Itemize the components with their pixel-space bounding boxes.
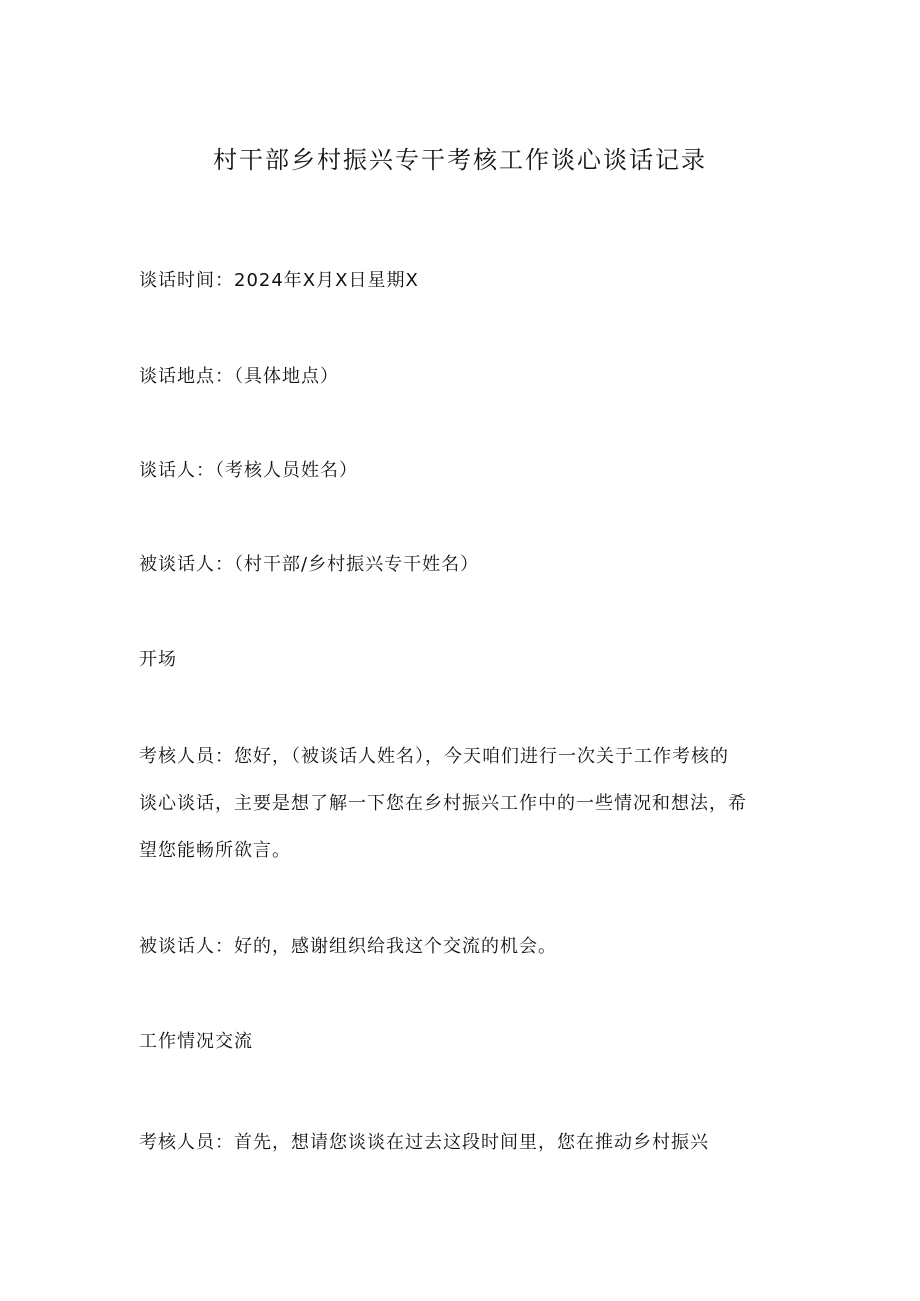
section-heading-work: 工作情况交流 [139,1031,253,1052]
meta-time: 谈话时间：2024年X月X日星期X [139,270,419,291]
section-heading-opening: 开场 [139,649,177,670]
question-line: 考核人员：首先，想请您谈谈在过去这段时间里，您在推动乡村振兴 [139,1132,709,1153]
paragraph-line: 考核人员：您好，（被谈话人姓名），今天咱们进行一次关于工作考核的 [139,746,729,767]
document-title: 村干部乡村振兴专干考核工作谈心谈话记录 [213,146,707,174]
paragraph-line: 谈心谈话，主要是想了解一下您在乡村振兴工作中的一些情况和想法，希 [139,793,747,814]
meta-place: 谈话地点：（具体地点） [139,366,339,387]
paragraph-line: 望您能畅所欲言。 [139,840,291,861]
meta-interviewee: 被谈话人：（村干部/乡村振兴专干姓名） [139,554,480,575]
opening-paragraph [139,733,789,874]
meta-interviewer: 谈话人：（考核人员姓名） [139,460,358,481]
reply-line: 被谈话人：好的，感谢组织给我这个交流的机会。 [139,936,557,957]
